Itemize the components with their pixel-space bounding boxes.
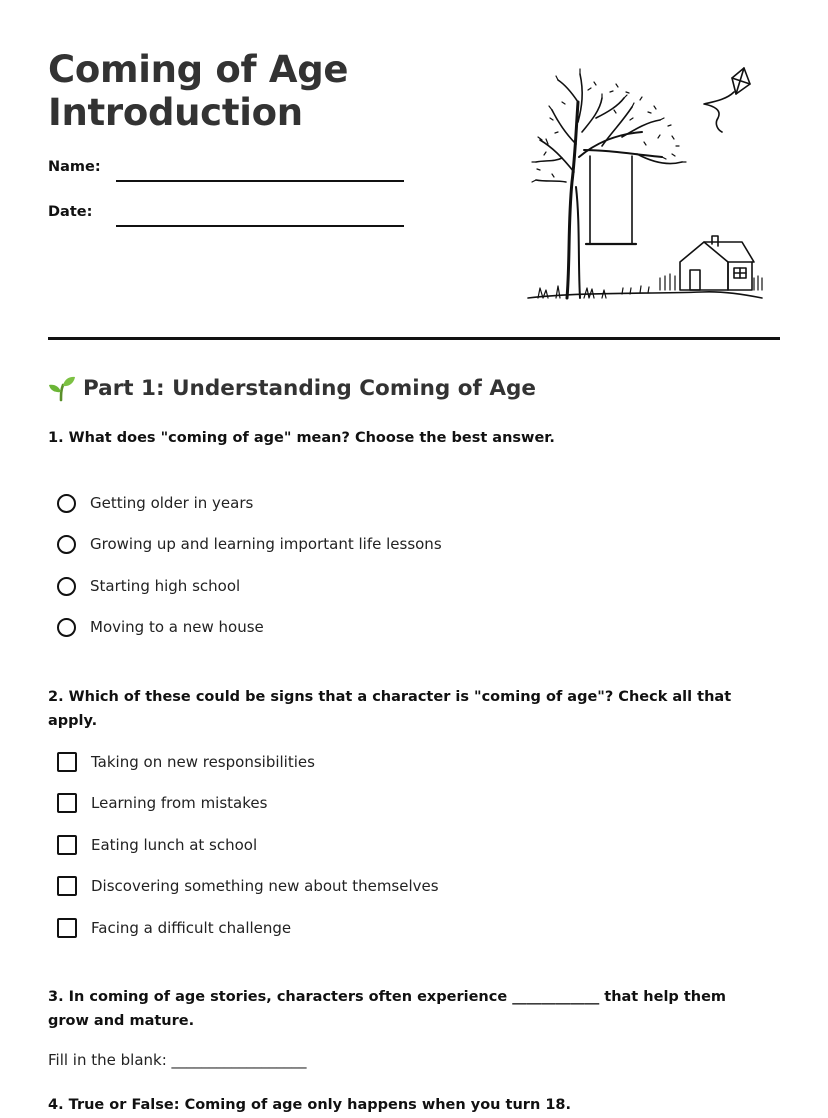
q1-radio-button[interactable] bbox=[57, 494, 76, 513]
q2-checkbox[interactable] bbox=[57, 752, 77, 772]
part1-heading-text: Part 1: Understanding Coming of Age bbox=[83, 375, 536, 401]
q1-option[interactable] bbox=[57, 614, 264, 640]
section-divider bbox=[48, 337, 780, 340]
q2-option-label: Discovering something new about themselves bbox=[91, 877, 439, 895]
q2-option[interactable] bbox=[57, 832, 257, 858]
swing bbox=[586, 156, 636, 244]
q2-option[interactable] bbox=[57, 790, 267, 816]
q1-option[interactable] bbox=[57, 531, 442, 557]
house bbox=[680, 236, 754, 290]
question-1: 1. What does "coming of age" mean? Choose the best answer. bbox=[48, 430, 555, 446]
q1-option[interactable] bbox=[57, 490, 253, 516]
q2-checkbox[interactable] bbox=[57, 835, 77, 855]
q1-option-label: Getting older in years bbox=[90, 494, 254, 512]
fill-in-blank-field[interactable]: Fill in the blank: __________________ bbox=[48, 1051, 307, 1069]
date-label: Date: bbox=[48, 204, 93, 220]
q2-option[interactable] bbox=[57, 873, 439, 899]
tree bbox=[532, 69, 686, 298]
worksheet-title bbox=[48, 48, 348, 134]
name-label: Name: bbox=[48, 159, 101, 175]
q2-option-label: Facing a difficult challenge bbox=[91, 919, 292, 937]
name-field-line[interactable] bbox=[116, 180, 404, 182]
q2-checkbox[interactable] bbox=[57, 918, 77, 938]
part1-heading bbox=[48, 374, 536, 402]
fence-and-ground bbox=[528, 274, 762, 298]
q1-radio-button[interactable] bbox=[57, 618, 76, 637]
q1-option-label: Starting high school bbox=[90, 577, 241, 595]
q1-option-label: Moving to a new house bbox=[90, 618, 264, 636]
q1-radio-button[interactable] bbox=[57, 535, 76, 554]
q2-option-label: Taking on new responsibilities bbox=[91, 753, 315, 771]
tree-swing-house-kite-illustration bbox=[522, 62, 768, 306]
q2-option-label: Learning from mistakes bbox=[91, 794, 268, 812]
q2-checkbox[interactable] bbox=[57, 793, 77, 813]
q1-radio-button[interactable] bbox=[57, 577, 76, 596]
sprout-icon bbox=[48, 374, 76, 402]
question-2: 2. Which of these could be signs that a character is "coming of age"? Check all that apply. bbox=[48, 689, 732, 729]
question-4: 4. True or False: Coming of age only happens when you turn 18. bbox=[48, 1097, 572, 1113]
question-3: 3. In coming of age stories, characters often experience ____________ that help them grow and mature. bbox=[48, 989, 727, 1029]
q1-option-label: Growing up and learning important life lessons bbox=[90, 535, 442, 553]
title-line-2: Introduction bbox=[48, 91, 303, 134]
q2-option-label: Eating lunch at school bbox=[91, 836, 258, 854]
kite bbox=[704, 68, 750, 132]
title-line-1: Coming of Age bbox=[48, 48, 349, 91]
q2-option[interactable] bbox=[57, 915, 291, 941]
q1-option[interactable] bbox=[57, 573, 240, 599]
q2-checkbox[interactable] bbox=[57, 876, 77, 896]
q2-option[interactable] bbox=[57, 749, 315, 775]
date-field-line[interactable] bbox=[116, 225, 404, 227]
